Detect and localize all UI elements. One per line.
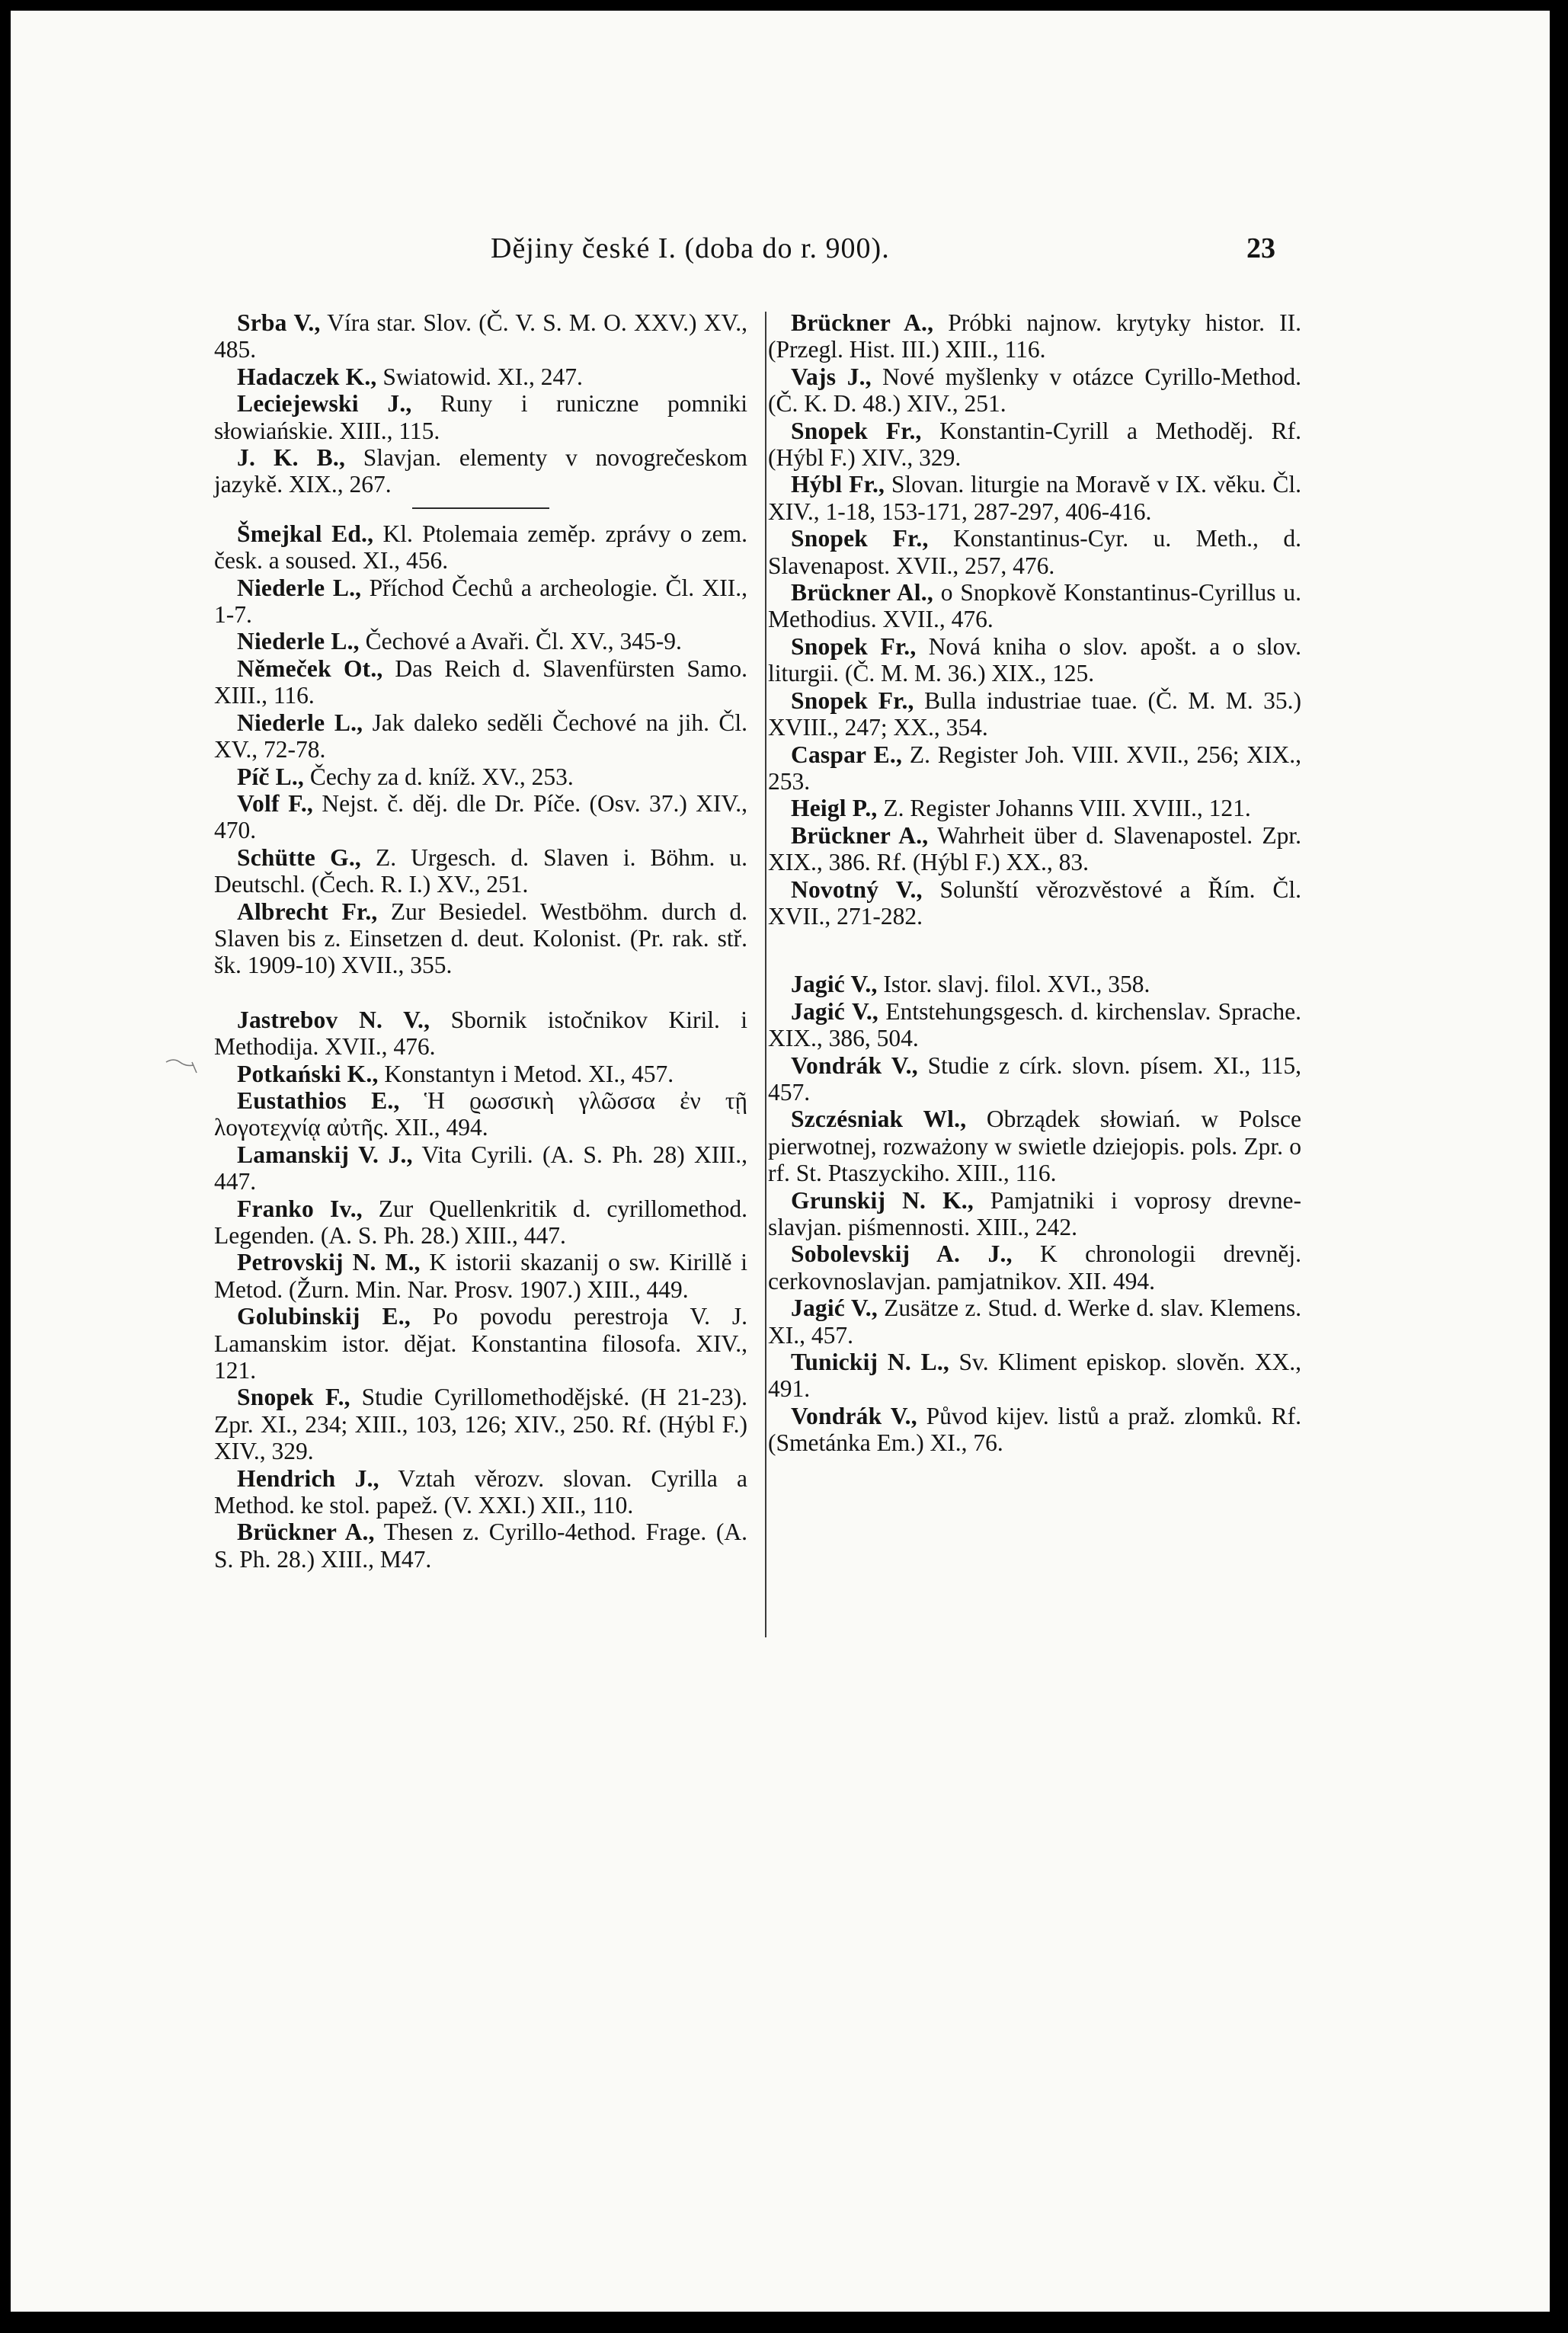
entry-author: Šmejkal Ed.,: [237, 520, 374, 547]
entry-author: Snopek Fr.,: [791, 632, 917, 660]
page-number: 23: [1246, 232, 1275, 264]
entry-author: Hadaczek K.,: [237, 363, 377, 390]
entry-text: Kl. Ptolemaia zeměp. zprávy o zem. česk. a soused. XI., 456.: [214, 520, 747, 574]
entry-text: Zur Quellenkritik d. cyrillomethod. Legenden. (A. S. Ph. 28.) XIII., 447.: [214, 1195, 747, 1249]
entry-text: Sv. Kliment episkop. slověn. XX., 491.: [768, 1349, 1301, 1403]
entry-text: K chronologii drevněj. cerkovnoslavjan. pamjatnikov. XII. 494.: [768, 1240, 1301, 1295]
bibliography-entry: [768, 1295, 1301, 1349]
bibliography-entry: [768, 971, 1301, 997]
entry-author: Volf F.,: [237, 789, 313, 817]
bibliography-entry: [768, 822, 1301, 876]
entry-author: Vondrák V.,: [791, 1402, 917, 1429]
entry-text: Bulla industriae tuae. (Č. M. M. 35.) XVIII., 247; XX., 354.: [768, 686, 1301, 741]
bibliography-entry: [214, 390, 747, 444]
bibliography-group: [214, 1006, 747, 1573]
entry-author: Vajs J.,: [791, 363, 872, 390]
entry-text: Das Reich d. Slavenfürsten Samo. XIII., 116.: [214, 654, 748, 709]
entry-author: Lamanskij V. J.,: [237, 1141, 413, 1168]
bibliography-entry: [214, 1141, 747, 1195]
bibliography-entry: [768, 1349, 1301, 1403]
entry-text: Po povodu perestroja V. J. Lamanskim istor. dějat. Konstantina filosofa. XIV., 121.: [214, 1303, 747, 1384]
entry-text: Nová kniha o slov. apošt. a o slov. liturgii. (Č. M. M. 36.) XIX., 125.: [768, 632, 1301, 687]
bibliography-entry: [214, 655, 747, 709]
entry-author: Jagić V.,: [791, 971, 878, 998]
section-gap: [214, 979, 747, 1006]
bibliography-entry: [768, 579, 1301, 633]
entry-text: Z. Register Johanns VIII. XVIII., 121.: [877, 795, 1251, 822]
bibliography-entry: [768, 633, 1301, 687]
bibliography-entry: [214, 844, 747, 898]
entry-author: Caspar E.,: [791, 741, 903, 768]
bibliography-entry: [768, 1106, 1301, 1186]
bibliography-entry: [768, 1187, 1301, 1241]
page-title: Dějiny české I. (doba do r. 900).: [491, 232, 890, 264]
bibliography-entry: [768, 418, 1301, 472]
bibliography-entry: [214, 309, 747, 363]
entry-text: Pamjatniki i voprosy drevne-slavjan. piśmennosti. XIII., 242.: [768, 1186, 1301, 1240]
bibliography-entry: [768, 363, 1301, 418]
bibliography-entry: [214, 763, 747, 790]
bibliography-entry: [214, 1465, 747, 1519]
page-header: [491, 232, 1275, 277]
entry-text: Slavjan. elementy v novogrečeskom jazykě. XIX., 267.: [214, 444, 747, 498]
entry-author: Brückner A.,: [791, 309, 934, 336]
entry-text: Próbki najnow. krytyky histor. II. (Przegl. Hist. III.) XIII., 116.: [768, 309, 1301, 363]
margin-mark: [163, 1047, 201, 1077]
entry-text: Z. Register Joh. VIII. XVII., 256; XIX., 253.: [768, 741, 1301, 795]
entry-text: Vztah věrozv. slovan. Cyrilla a Method. ke stol. papež. (V. XXI.) XII., 110.: [214, 1464, 747, 1519]
entry-author: Brückner A.,: [791, 821, 929, 849]
entry-text: Slovan. liturgie na Moravě v IX. věku. Čl. XIV., 1-18, 153-171, 287-297, 406-416.: [768, 471, 1302, 525]
bibliography-entry: [214, 1519, 747, 1573]
entry-author: Niederle L.,: [237, 709, 363, 736]
entry-author: Vondrák V.,: [791, 1051, 918, 1079]
entry-author: Szczésniak Wl.,: [791, 1106, 967, 1133]
entry-text: Původ kijev. listů a praž. zlomků. Rf. (Smetánka Em.) XI., 76.: [768, 1402, 1301, 1457]
entry-text: Entstehungsgesch. d. kirchenslav. Sprache. XIX., 386, 504.: [768, 997, 1301, 1052]
section-separator: [412, 507, 549, 509]
entry-author: Němeček Ot.,: [237, 654, 383, 682]
entry-text: Sbornik istočnikov Kiril. i Methodija. XVII., 476.: [214, 1006, 748, 1061]
entry-text: Konstantinus-Cyr. u. Meth., d. Slavenapost. XVII., 257, 476.: [768, 525, 1301, 579]
entry-text: Runy i runiczne pomniki słowiańskie. XIII., 115.: [214, 390, 747, 444]
entry-author: Snopek F.,: [237, 1384, 350, 1411]
entry-author: Snopek Fr.,: [791, 417, 922, 444]
entry-author: Albrecht Fr.,: [237, 898, 378, 925]
entry-author: Jastrebov N. V.,: [237, 1006, 430, 1033]
bibliography-entry: [768, 471, 1301, 525]
entry-author: J. K. B.,: [237, 444, 346, 472]
entry-text: Studie z círk. slovn. písem. XI., 115, 457.: [768, 1051, 1301, 1106]
entry-text: Solunští věrozvěstové a Řím. Čl. XVII., 271-282.: [768, 875, 1301, 930]
bibliography-entry: [214, 1384, 747, 1464]
entry-text: Nejst. č. děj. dle Dr. Píče. (Osv. 37.) XIV., 470.: [214, 789, 747, 844]
bibliography-entry: [214, 1195, 747, 1250]
entry-text: Konstantyn i Metod. XI., 457.: [378, 1060, 674, 1087]
entry-text: Wahrheit über d. Slavenapostel. Zpr. XIX., 386. Rf. (Hýbl F.) XX., 83.: [768, 821, 1301, 876]
bibliography-entry: [214, 709, 747, 763]
bibliography-entry: [768, 1403, 1301, 1457]
column-divider: [765, 312, 766, 1637]
bibliography-group: [768, 971, 1301, 1456]
bibliography-group: [214, 309, 747, 498]
entry-text: K istorii skazanij o sw. Kirillě i Metod. (Žurn. Min. Nar. Prosv. 1907.) XIII., 449.: [214, 1249, 747, 1303]
entry-author: Srba V.,: [237, 309, 321, 336]
bibliography-entry: [214, 444, 747, 498]
entry-text: Vita Cyrili. (A. S. Ph. 28) XIII., 447.: [214, 1141, 748, 1195]
bibliography-entry: [214, 628, 747, 654]
right-column: [768, 309, 1301, 1457]
entry-author: Golubinskij E.,: [237, 1303, 411, 1330]
entry-author: Jagić V.,: [791, 1295, 878, 1322]
entry-text: Konstantin-Cyrill a Methoděj. Rf. (Hýbl F.) XIV., 329.: [768, 417, 1301, 472]
bibliography-entry: [768, 795, 1301, 821]
bibliography-entry: [214, 1249, 747, 1303]
entry-author: Potkański K.,: [237, 1060, 379, 1087]
bibliography-entry: [768, 998, 1301, 1052]
entry-text: Swiatowid. XI., 247.: [376, 363, 583, 390]
bibliography-group: [768, 309, 1301, 930]
bibliography-entry: [768, 687, 1301, 741]
bibliography-entry: [214, 363, 747, 390]
entry-author: Brückner A.,: [237, 1519, 375, 1546]
entry-author: Eustathios E.,: [237, 1086, 400, 1114]
entry-text: o Snopkově Konstantinus-Cyrillus u. Methodius. XVII., 476.: [768, 579, 1301, 633]
bibliography-group: [214, 520, 747, 979]
bibliography-entry: [768, 741, 1301, 795]
bibliography-entry: [768, 309, 1301, 363]
entry-author: Grunskij N. K.,: [791, 1186, 974, 1214]
bibliography-entry: [214, 1087, 747, 1141]
bibliography-entry: [214, 574, 747, 629]
bibliography-entry: [214, 520, 747, 574]
entry-text: Příchod Čechů a archeologie. Čl. XII., 1-7.: [214, 574, 748, 629]
left-column: [214, 309, 747, 1573]
entry-text: Z. Urgesch. d. Slaven i. Böhm. u. Deutschl. (Čech. R. I.) XV., 251.: [214, 843, 747, 898]
entry-text: Víra star. Slov. (Č. V. S. M. O. XXV.) XV., 485.: [214, 309, 747, 363]
entry-text: Zusätze z. Stud. d. Werke d. slav. Klemens. XI., 457.: [768, 1295, 1301, 1349]
entry-author: Schütte G.,: [237, 843, 361, 871]
entry-author: Leciejewski J.,: [237, 390, 412, 418]
entry-text: Thesen z. Cyrillo-4ethod. Frage. (A. S. Ph. 28.) XIII., M47.: [214, 1519, 747, 1573]
document-page: [11, 11, 1550, 2312]
entry-author: Snopek Fr.,: [791, 525, 929, 552]
entry-text: Istor. slavj. filol. XVI., 358.: [877, 971, 1150, 998]
entry-text: Čechové a Avaři. Čl. XV., 345-9.: [359, 628, 682, 655]
entry-author: Heigl P.,: [791, 795, 878, 822]
entry-text: Zur Besiedel. Westböhm. durch d. Slaven bis z. Einsetzen d. deut. Kolonist. (Pr. rak. stř. šk. 1909-10) XVII., 355.: [214, 898, 747, 979]
entry-author: Novotný V.,: [791, 875, 923, 903]
bibliography-entry: [768, 525, 1301, 579]
entry-author: Tunickij N. L.,: [791, 1349, 949, 1376]
bibliography-entry: [214, 898, 747, 979]
entry-author: Jagić V.,: [791, 997, 879, 1025]
entry-text: Obrządek słowiań. w Polsce pierwotnej, rozważony w swietle dziejopis. pols. Zpr. o rf. St. Ptaszyckiho. XIII., 116.: [768, 1106, 1301, 1187]
entry-author: Brückner Al.,: [791, 579, 933, 606]
entry-author: Píč L.,: [237, 763, 305, 790]
bibliography-entry: [768, 876, 1301, 930]
entry-author: Snopek Fr.,: [791, 686, 914, 714]
bibliography-entry: [768, 1240, 1301, 1295]
entry-text: Jak daleko seděli Čechové na jih. Čl. XV., 72-78.: [214, 709, 747, 763]
entry-author: Franko Iv.,: [237, 1195, 363, 1222]
entry-text: Ἡ ϱωσσικὴ γλῶσσα ἐν τῇ λογοτεχνίᾳ αὐτῆς. XII., 494.: [214, 1086, 747, 1141]
entry-author: Hýbl Fr.,: [791, 471, 885, 498]
entry-author: Niederle L.,: [237, 574, 362, 601]
bibliography-entry: [768, 1052, 1301, 1106]
bibliography-entry: [214, 1006, 747, 1061]
entry-text: Čechy za d. kníž. XV., 253.: [304, 763, 574, 790]
bibliography-entry: [214, 1061, 747, 1087]
entry-text: Studie Cyrillomethodějské. (H 21-23). Zpr. XI., 234; XIII., 103, 126; XIV., 250. Rf. (Hýbl F.) XIV., 329.: [214, 1384, 748, 1465]
entry-author: Sobolevskij A. J.,: [791, 1240, 1013, 1268]
bibliography-entry: [214, 790, 747, 844]
entry-author: Hendrich J.,: [237, 1464, 379, 1492]
entry-author: Niederle L.,: [237, 628, 360, 655]
bibliography-entry: [214, 1303, 747, 1384]
entry-author: Petrovskij N. M.,: [237, 1249, 421, 1276]
section-gap: [768, 930, 1301, 971]
entry-text: Nové myšlenky v otázce Cyrillo-Method. (Č. K. D. 48.) XIV., 251.: [768, 363, 1301, 418]
